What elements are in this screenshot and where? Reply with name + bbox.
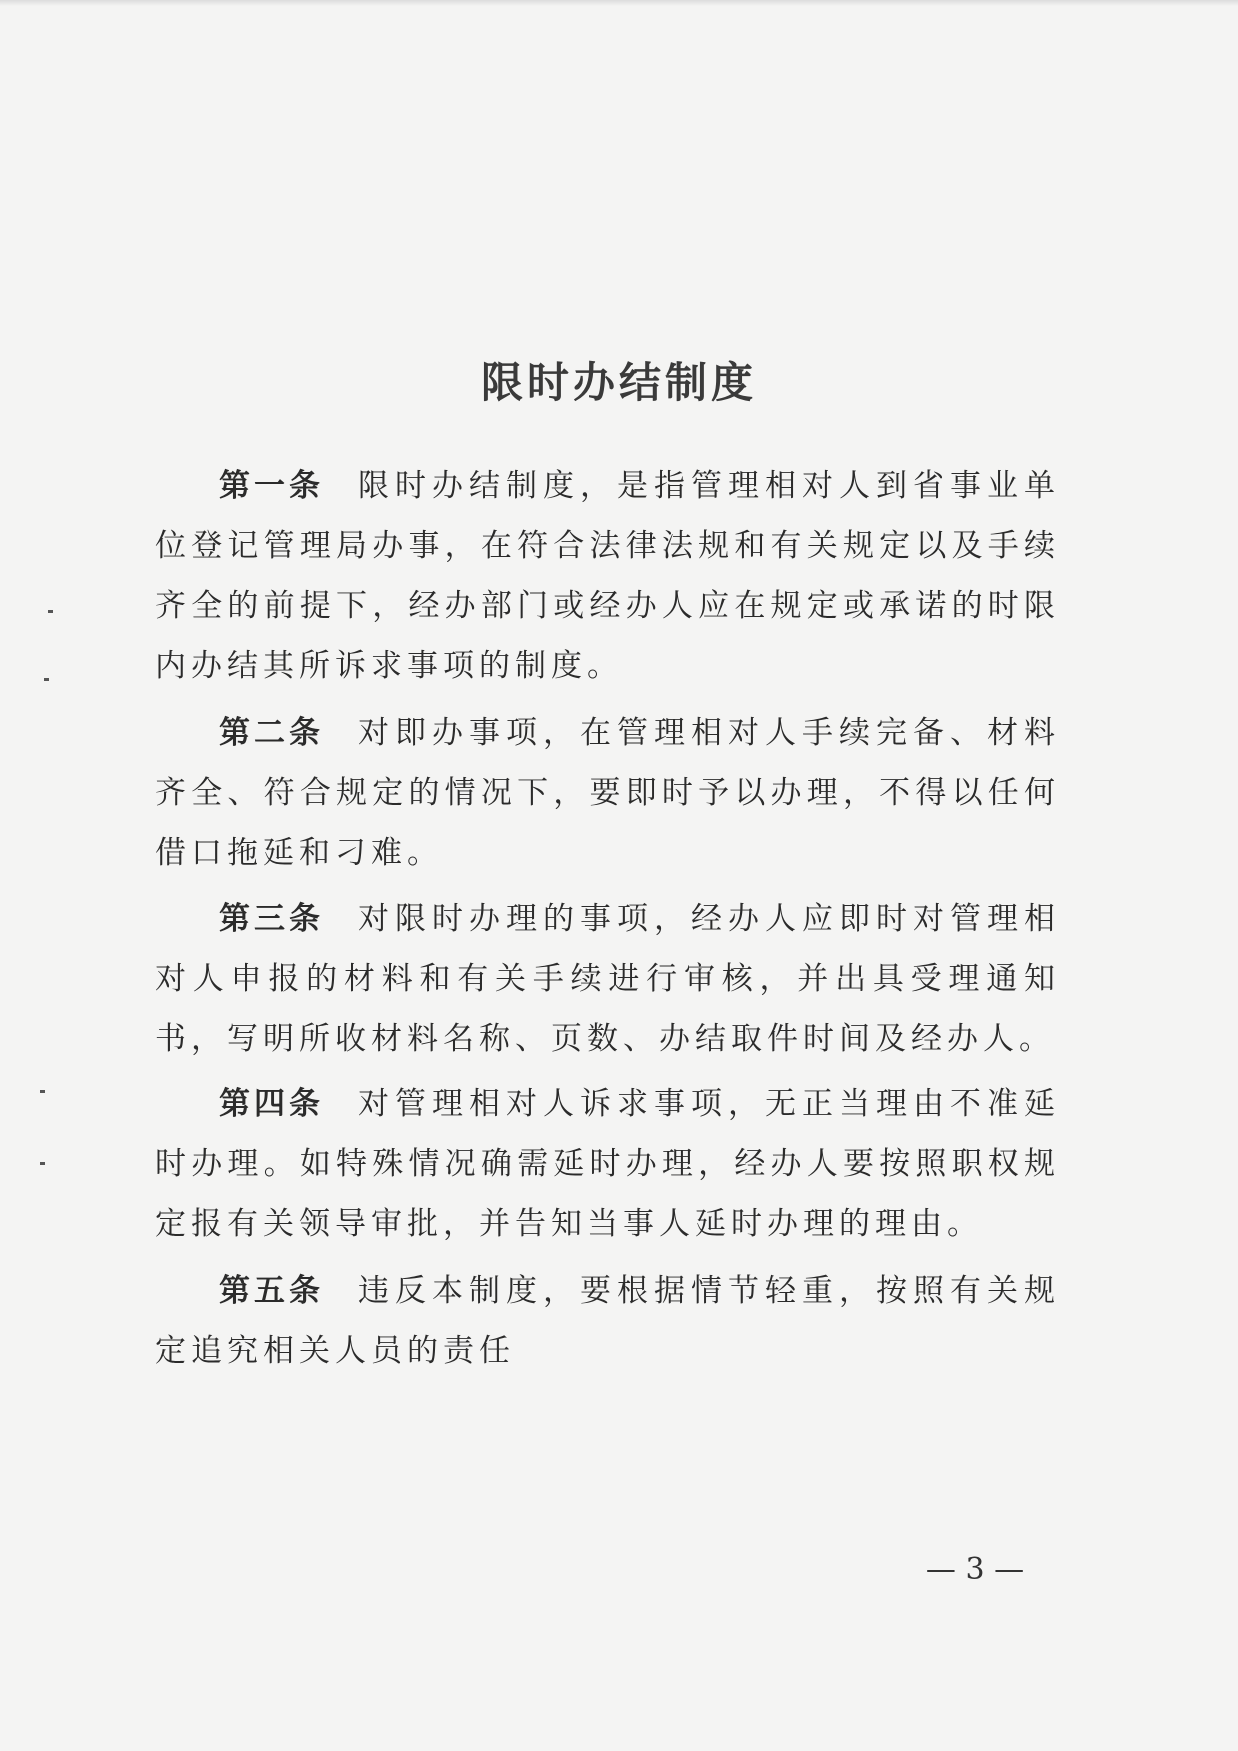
scan-mark [40,1090,45,1093]
article-2 [155,703,1060,883]
scan-top-edge [0,0,1238,6]
article-label: 第二条 [219,715,324,751]
page-title: 限时办结制度 [480,358,757,408]
article-label: 第三条 [219,901,324,937]
article-5 [155,1261,1060,1381]
article-text: 限时办结制度，是指管理相对人到省事业单位登记管理局办事，在符合法律法规和有关规定以及手续齐全的前提下，经办部门或经办人应在规定或承诺的时限内办结其所诉求事项的制度。 [155,468,1060,684]
article-text: 违反本制度，要根据情节轻重，按照有关规定追究相关人员的责任 [155,1273,1060,1369]
article-text: 对管理相对人诉求事项，无正当理由不准延时办理。如特殊情况确需延时办理，经办人要按照职权规定报有关领导审批，并告知当事人延时办理的理由。 [155,1086,1060,1242]
article-4 [155,1074,1060,1254]
article-1 [155,456,1060,696]
article-3 [155,889,1060,1069]
page-number: — 3 — [925,1552,1025,1587]
scan-mark [44,678,49,681]
article-label: 第一条 [219,468,324,504]
scan-mark [40,1162,45,1165]
article-text: 对即办事项，在管理相对人手续完备、材料齐全、符合规定的情况下，要即时予以办理，不得以任何借口拖延和刁难。 [155,715,1060,871]
article-label: 第四条 [219,1086,324,1122]
article-label: 第五条 [219,1273,324,1309]
article-text: 对限时办理的事项，经办人应即时对管理相对人申报的材料和有关手续进行审核，并出具受理通知书，写明所收材料名称、页数、办结取件时间及经办人。 [155,901,1060,1057]
scan-mark [48,610,53,613]
